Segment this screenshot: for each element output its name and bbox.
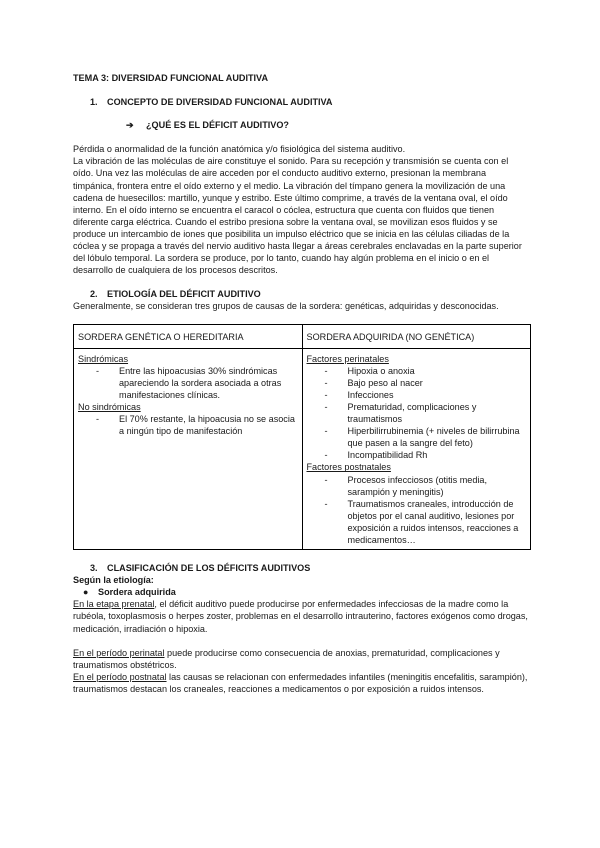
perinatales-list: [307, 365, 527, 462]
header-genetic: SORDERA GENÉTICA O HEREDITARIA: [74, 324, 303, 348]
no-sindromicas-list: [78, 413, 298, 437]
list-item: - Procesos infecciosos (otitis media, sarampión y meningitis): [324, 474, 487, 497]
section-2-heading: [73, 288, 529, 300]
postnatales-label: Factores postnatales: [306, 462, 391, 473]
perinatal-paragraph: En el período perinatal puede producirse como consecuencia de anoxias, prematuridad, complicaciones y traumatismos obstétricos.: [73, 647, 500, 670]
etiology-table: [73, 324, 531, 551]
etiology-paragraph: Generalmente, se consideran tres grupos de causas de la sordera: genéticas, adquiridas y desconocidas.: [73, 301, 499, 312]
list-item: - Hipoxia o anoxia: [324, 365, 415, 376]
section-3-heading: [73, 562, 529, 574]
document-page: [73, 72, 529, 695]
section-1-title: CONCEPTO DE DIVERSIDAD FUNCIONAL AUDITIVA: [107, 97, 333, 108]
list-item: - Traumatismos craneales, introducción de objetos por el canal auditivo, lesiones por exposición a ruidos intensos, reacciones a medicamentos…: [324, 498, 519, 545]
section-2-title: ETIOLOGÍA DEL DÉFICIT AUDITIVO: [107, 289, 261, 300]
document-title: TEMA 3: DIVERSIDAD FUNCIONAL AUDITIVA: [73, 73, 269, 83]
section-2-number: 2.: [90, 289, 98, 300]
postnatales-list: [307, 474, 527, 547]
subsection-title: ¿QUÉ ES EL DÉFICIT AUDITIVO?: [146, 120, 289, 131]
postnatal-paragraph: En el período postnatal las causas se relacionan con enfermedades infantiles (meningitis encefalitis, sarampión), traumatismos destacan los craneales, reacciones a medicamentos o por exposición a ruidos intensos.: [73, 671, 528, 694]
bullet-icon: ●: [83, 587, 89, 598]
section-3-number: 3.: [90, 563, 98, 574]
no-sindromicas-label: No sindrómicas: [78, 401, 141, 412]
sindromicas-list: [78, 365, 298, 401]
section-3-title: CLASIFICACIÓN DE LOS DÉFICITS AUDITIVOS: [107, 563, 311, 574]
list-item: - Prematuridad, complicaciones y traumatismos: [324, 401, 477, 425]
list-item: - Incompatibilidad Rh: [324, 450, 428, 461]
table-header-row: [74, 324, 531, 348]
perinatales-label: Factores perinatales: [306, 353, 389, 364]
table-body-row: [74, 348, 531, 550]
acquired-cell: [302, 348, 531, 550]
definition-paragraph: Pérdida o anormalidad de la función anatómica y/o fisiológica del sistema auditivo.: [73, 144, 406, 155]
header-acquired: SORDERA ADQUIRIDA (NO GENÉTICA): [302, 324, 531, 348]
list-item: - Entre las hipoacusias 30% sindrómicas apareciendo la sordera asociada a otras manifestaciones clínicas.: [96, 365, 282, 400]
subsection-heading: [126, 119, 529, 131]
bullet-acquired: [83, 586, 529, 598]
genetic-cell: [74, 348, 303, 550]
prenatal-paragraph: En la etapa prenatal, el déficit auditivo puede producirse por enfermedades infecciosas de la madre como la rubéola, toxoplasmosis o herpes zoster, problemas en el desarrollo intrauterino, factores exógenos como drogas, medicación, irradiación o hipoxia.: [73, 599, 528, 634]
list-item: - Infecciones: [324, 389, 394, 400]
sindromicas-label: Sindrómicas: [78, 353, 129, 364]
section-1-heading: [73, 96, 529, 108]
list-item: - Hiperbilirrubinemia (+ niveles de bilirrubina que pasen a la sangre del feto): [324, 426, 520, 449]
arrow-icon: ➔: [126, 120, 134, 131]
segun-label: Según la etiología:: [73, 575, 154, 586]
section-1-number: 1.: [90, 97, 98, 108]
list-item: - Bajo peso al nacer: [324, 377, 423, 388]
bullet-label: Sordera adquirida: [98, 587, 176, 598]
hearing-process-paragraph: La vibración de las moléculas de aire constituye el sonido. Para su recepción y transmisión se cuenta con el oído. Una vez las moléculas de aire acceden por el conducto auditivo externo, presionan la membrana timpánica, frontera entre el oído externo y el medio. La vibración del tímpano genera la movilización de una cadena de huesecillos: martillo, yunque y estribo. Este último comprime, a través de la ventana oval, el oído interno. En el oído interno se encuentra el caracol o cóclea, estructura que cuenta con fluidos que tienen diferente carga eléctrica. Cuando el estribo presiona sobre la ventana oval, se movilizan esos fluidos y se produce un intercambio de iones que posibilita un impulso eléctrico que se inicia en las células ciliadas de la cóclea y se propaga a través del nervio auditivo hasta llegar a áreas cerebrales enclavadas en la parte superior del lóbulo temporal. La sordera se produce, por lo tanto, cuando hay algún problema en el inicio o en el desarrollo de cualquiera de los procesos descritos.: [73, 156, 522, 276]
list-item: - El 70% restante, la hipoacusia no se asocia a ningún tipo de manifestación: [96, 414, 295, 437]
